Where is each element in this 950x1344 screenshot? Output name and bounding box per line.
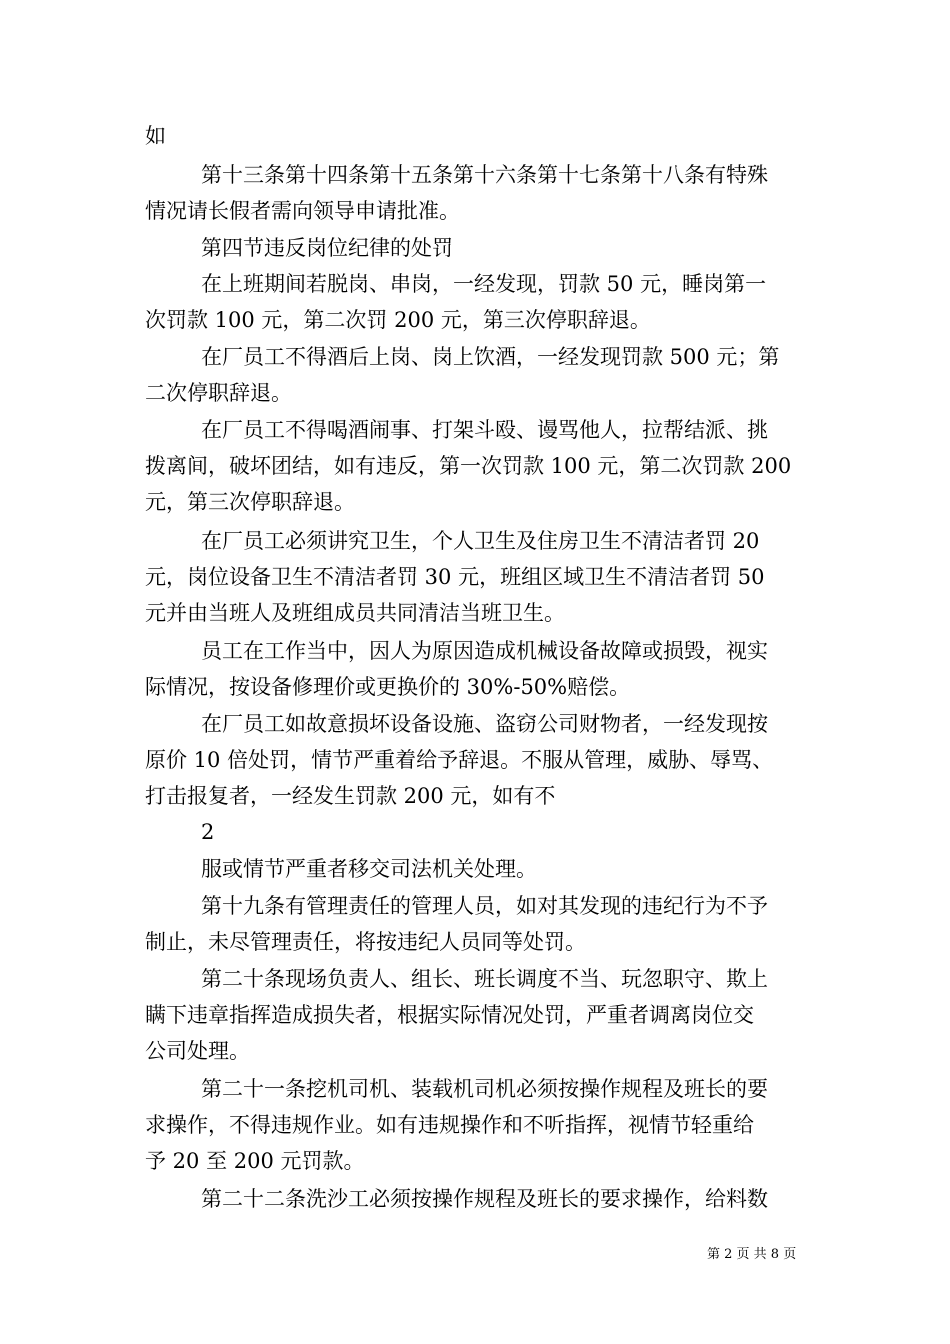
text-line: 予 20 至 200 元罚款。 xyxy=(145,1149,365,1173)
text-line: 元，岗位设备卫生不清洁者罚 30 元，班组区域卫生不清洁者罚 50 xyxy=(145,565,765,589)
text-line: 次罚款 100 元，第二次罚 200 元，第三次停职辞退。 xyxy=(145,308,651,332)
text-line: 拨离间，破坏团结，如有违反，第一次罚款 100 元，第二次罚款 200 xyxy=(145,454,792,478)
page-footer: 第 2 页 共 8 页 xyxy=(707,1247,797,1262)
text-line: 元，第三次停职辞退。 xyxy=(145,490,355,514)
text-line: 如 xyxy=(145,124,166,148)
text-line: 瞒下违章指挥造成损失者，根据实际情况处罚，严重者调离岗位交 xyxy=(145,1003,754,1027)
text-line: 第二十条现场负责人、组长、班长调度不当、玩忽职守、欺上 xyxy=(201,967,768,991)
text-line: 第十九条有管理责任的管理人员，如对其发现的违纪行为不予 xyxy=(201,894,768,918)
text-line: 第十三条第十四条第十五条第十六条第十七条第十八条有特殊 xyxy=(201,163,768,187)
text-line: 在厂员工如故意损坏设备设施、盗窃公司财物者，一经发现按 xyxy=(201,712,768,736)
text-line: 在厂员工必须讲究卫生，个人卫生及住房卫生不清洁者罚 20 xyxy=(201,529,760,553)
text-line: 际情况，按设备修理价或更换价的 30%-50%赔偿。 xyxy=(145,675,631,699)
section-heading: 第四节违反岗位纪律的处罚 xyxy=(201,236,453,260)
text-line: 打击报复者，一经发生罚款 200 元，如有不 xyxy=(145,784,556,808)
text-line: 公司处理。 xyxy=(145,1039,250,1063)
inline-page-number: 2 xyxy=(201,820,215,844)
text-line: 服或情节严重者移交司法机关处理。 xyxy=(201,857,537,881)
text-line: 情况请长假者需向领导申请批准。 xyxy=(145,199,460,223)
text-line: 二次停职辞退。 xyxy=(145,381,292,405)
text-line: 在厂员工不得喝酒闹事、打架斗殴、谩骂他人，拉帮结派、挑 xyxy=(201,418,768,442)
text-line: 原价 10 倍处罚，情节严重着给予辞退。不服从管理，威胁、辱骂、 xyxy=(145,748,774,772)
text-line: 制止，未尽管理责任，将按违纪人员同等处罚。 xyxy=(145,930,586,954)
text-line: 第二十一条挖机司机、装载机司机必须按操作规程及班长的要 xyxy=(201,1077,768,1101)
text-line: 元并由当班人及班组成员共同清洁当班卫生。 xyxy=(145,601,565,625)
text-line: 在上班期间若脱岗、串岗，一经发现，罚款 50 元，睡岗第一 xyxy=(201,272,767,296)
text-line: 在厂员工不得酒后上岗、岗上饮酒，一经发现罚款 500 元；第 xyxy=(201,345,780,369)
text-line: 员工在工作当中，因人为原因造成机械设备故障或损毁，视实 xyxy=(201,639,768,663)
text-line: 第二十二条洗沙工必须按操作规程及班长的要求操作，给料数 xyxy=(201,1187,768,1211)
text-line: 求操作，不得违规作业。如有违规操作和不听指挥，视情节轻重给 xyxy=(145,1113,754,1137)
